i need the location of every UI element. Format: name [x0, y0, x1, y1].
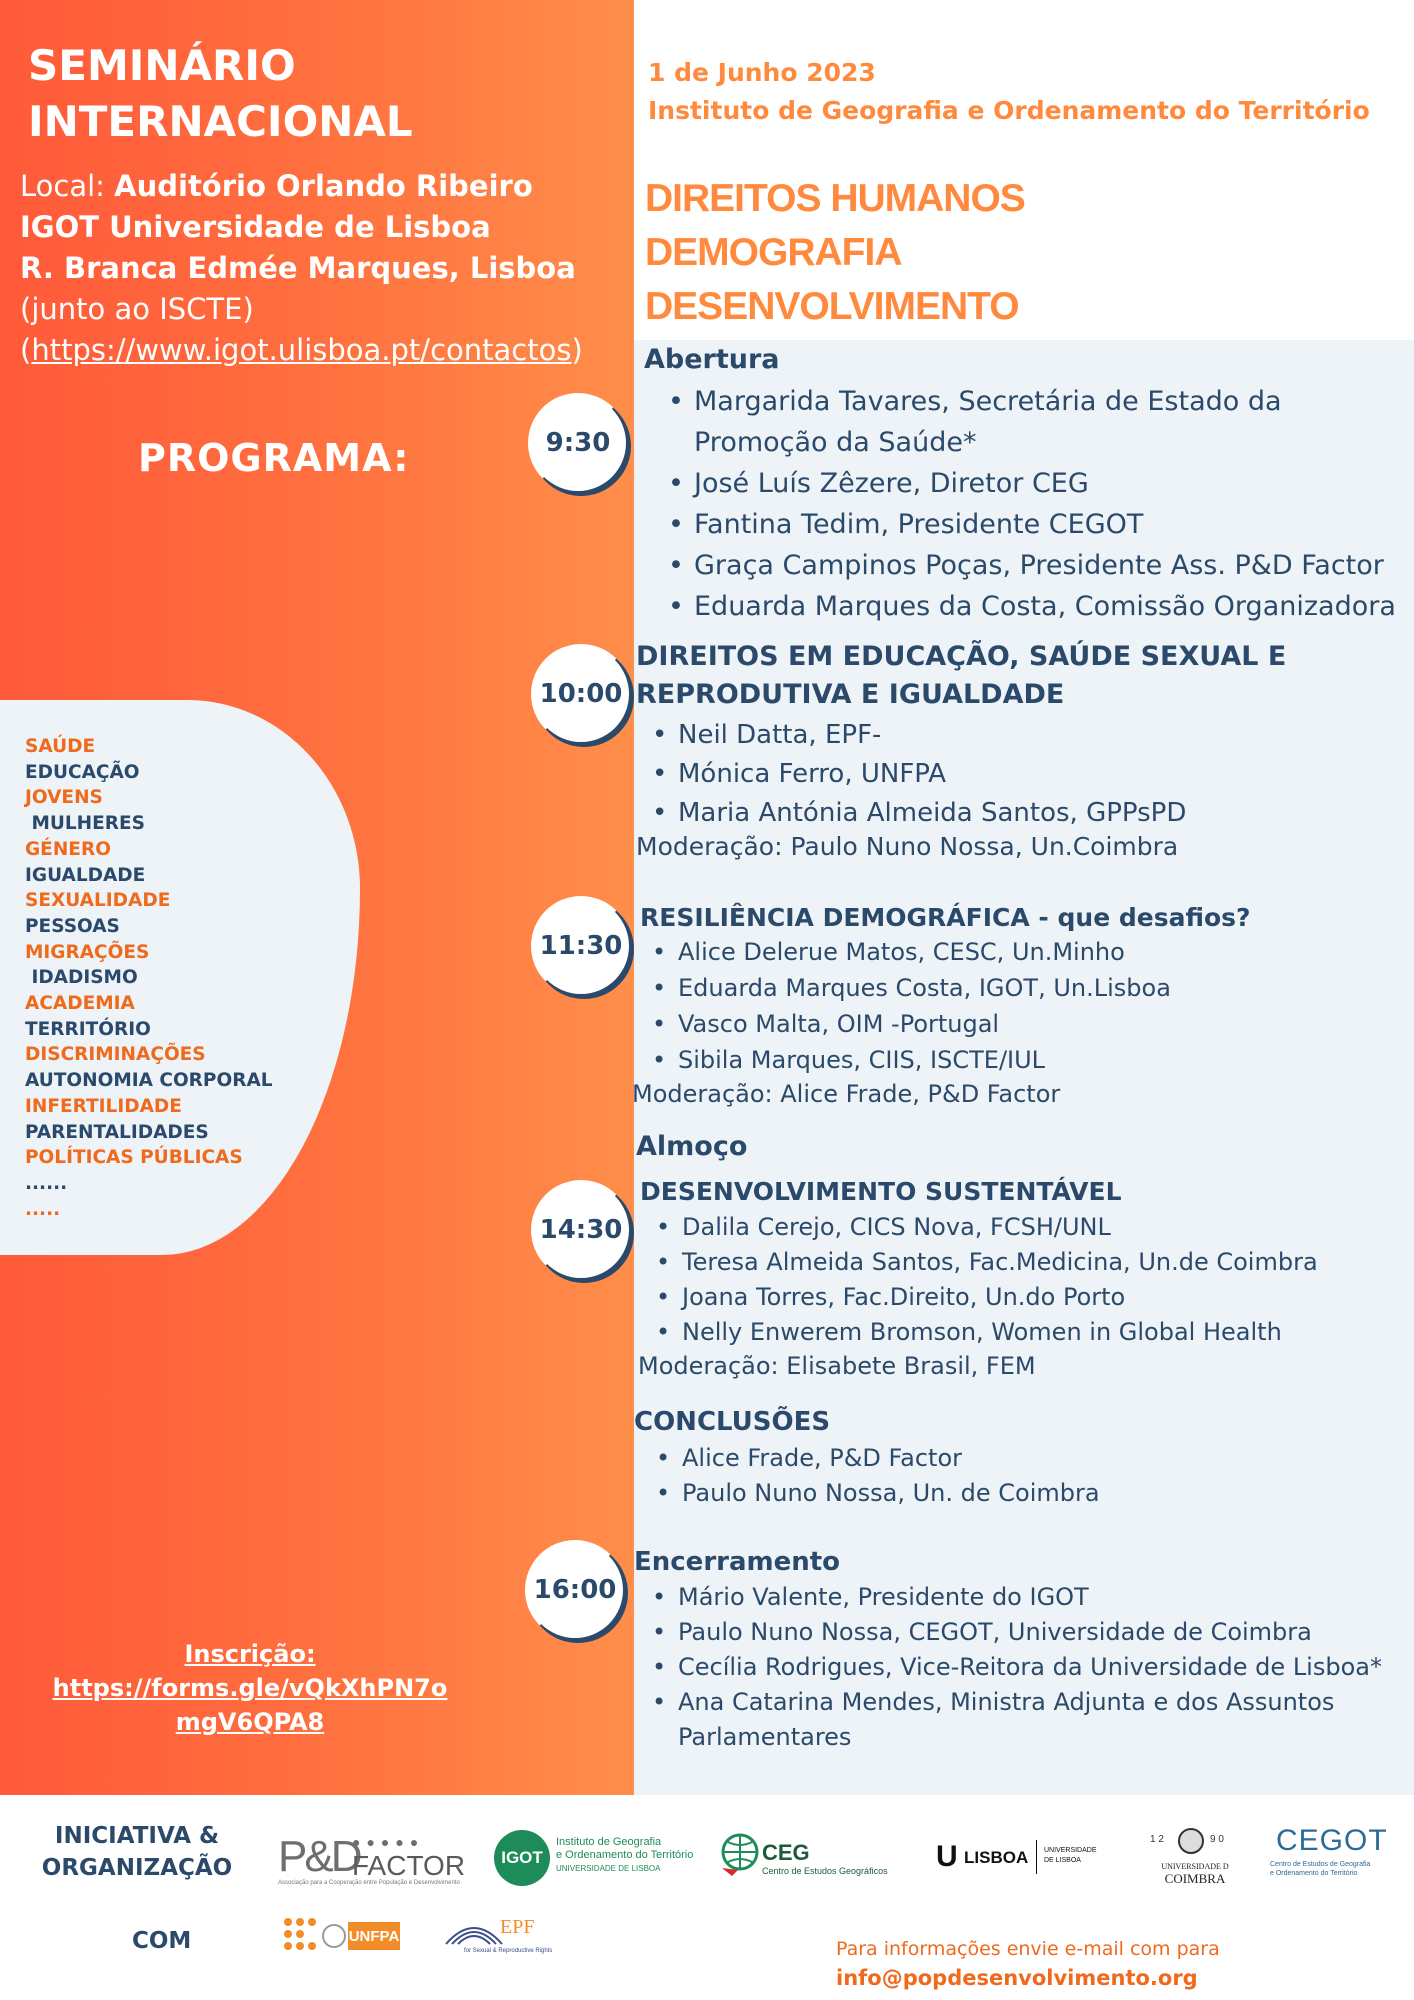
epf-logo-subtitle: for Sexual & Reproductive Rights — [464, 1948, 553, 1954]
ucoimbra-year2: 9 0 — [1210, 1834, 1224, 1845]
speaker-item: • Ana Catarina Mendes, Ministra Adjunta e dos Assuntos Parlamentares — [648, 1685, 1388, 1755]
keyword-item: POLÍTICAS PÚBLICAS — [25, 1147, 243, 1169]
epf-logo — [444, 1912, 554, 1962]
speaker-item: • Neil Datta, EPF- — [648, 716, 1388, 755]
keyword-item: IGUALDADE — [25, 864, 146, 886]
venue-note: (junto ao ISCTE) — [20, 292, 254, 326]
time-circle-1430: 14:30 — [531, 1180, 631, 1280]
cegot-sub2: e Ordenamento do Território — [1270, 1870, 1358, 1877]
keyword-item: PARENTALIDADES — [25, 1121, 209, 1143]
globe-icon — [720, 1832, 760, 1876]
ulisboa-sub — [1044, 1846, 1097, 1866]
epf-logo-text: EPF — [500, 1916, 535, 1938]
footer-org-line2: ORGANIZAÇÃO — [41, 1855, 233, 1881]
conclusions-list — [652, 1441, 1392, 1511]
closing-list — [648, 1580, 1388, 1755]
seminar-title — [28, 38, 588, 150]
session-opening-list — [664, 381, 1404, 627]
pd-logo-subtitle: Associação para a Cooperação entre População e Desenvolvimento — [278, 1880, 460, 1886]
cegot-sub1: Centro de Estudos de Geografia — [1270, 1861, 1371, 1868]
venue-street: R. Branca Edmée Marques, Lisboa — [20, 251, 576, 285]
session-rights-title — [636, 638, 1286, 714]
igot-logo-badge: IGOT — [494, 1830, 550, 1886]
speaker-item: • Margarida Tavares, Secretária de Estado da Promoção da Saúde* — [664, 381, 1404, 463]
keyword-item: PESSOAS — [25, 915, 120, 937]
registration-link-line2[interactable]: mgV6QPA8 — [175, 1708, 325, 1736]
speaker-item: • José Luís Zêzere, Diretor CEG — [664, 463, 1404, 504]
session-rights-title-line2: REPRODUTIVA E IGUALDADE — [636, 679, 1065, 710]
speaker-item: • Cecília Rodrigues, Vice-Reitora da Universidade de Lisboa* — [648, 1650, 1388, 1685]
venue-block — [20, 166, 620, 371]
registration-block — [20, 1637, 480, 1739]
ucoimbra-seal-icon — [1178, 1828, 1204, 1854]
time-circle-1600: 16:00 — [525, 1540, 625, 1640]
conclusions-title: CONCLUSÕES — [634, 1407, 831, 1437]
session-rights-moderation: Moderação: Paulo Nuno Nossa, Un.Coimbra — [636, 832, 1179, 861]
speaker-item: • Graça Campinos Poças, Presidente Ass. P&D Factor — [664, 545, 1404, 586]
speaker-item: • Paulo Nuno Nossa, CEGOT, Universidade de Coimbra — [648, 1615, 1388, 1650]
theme-line-1: DIREITOS HUMANOS — [645, 177, 1025, 220]
title-line-1: SEMINÁRIO — [28, 41, 296, 90]
footer-com-label: COM — [132, 1928, 192, 1954]
ulisboa-mark: U — [936, 1840, 958, 1873]
url-paren-close: ) — [571, 333, 583, 367]
event-info — [648, 54, 1408, 130]
ucoimbra-text — [1150, 1862, 1240, 1887]
session-resilience-title: RESILIÊNCIA DEMOGRÁFICA - que desafios? — [640, 903, 1251, 932]
cegot-logo-text: CEGOT — [1276, 1824, 1388, 1857]
ulisboa-divider — [1036, 1840, 1037, 1874]
contact-email[interactable]: info@popdesenvolvimento.org — [836, 1966, 1198, 1990]
title-line-2: INTERNACIONAL — [28, 97, 413, 146]
igot-logo-line3: UNIVERSIDADE DE LISBOA — [556, 1864, 661, 1873]
time-circle-930: 9:30 — [528, 393, 628, 493]
session-sustainable-list — [652, 1210, 1392, 1350]
venue-institution: IGOT Universidade de Lisboa — [20, 210, 491, 244]
speaker-item: • Paulo Nuno Nossa, Un. de Coimbra — [652, 1476, 1392, 1511]
closing-title: Encerramento — [634, 1547, 841, 1577]
speaker-item: • Maria Antónia Almeida Santos, GPPsPD — [648, 794, 1388, 833]
event-institute: Instituto de Geografia e Ordenamento do Território — [648, 96, 1370, 125]
registration-link-line1[interactable]: https://forms.gle/vQkXhPN7o — [52, 1674, 448, 1702]
ulisboa-text: LISBOA — [964, 1848, 1029, 1867]
keyword-item: IDADISMO — [25, 967, 138, 989]
igot-logo — [494, 1828, 704, 1888]
pd-logo-mark: P&D — [278, 1832, 360, 1881]
theme-line-2: DEMOGRAFIA — [645, 231, 902, 274]
ceg-logo-text: CEG — [762, 1840, 810, 1865]
ucoimbra-year1: 1 2 — [1150, 1834, 1164, 1845]
time-circle-1130: 11:30 — [531, 896, 631, 996]
keyword-item: TERRITÓRIO — [25, 1018, 151, 1040]
ucoimbra-line2: COIMBRA — [1164, 1871, 1226, 1886]
ulisboa-sub2: DE LISBOA — [1044, 1857, 1081, 1864]
session-opening-title: Abertura — [644, 344, 780, 375]
speaker-item: • Eduarda Marques da Costa, Comissão Organizadora — [664, 586, 1404, 627]
keyword-list — [25, 734, 345, 1222]
theme-line-3: DESENVOLVIMENTO — [645, 285, 1019, 328]
speaker-item: • Dalila Cerejo, CICS Nova, FCSH/UNL — [652, 1210, 1392, 1245]
unfpa-logo-text: UNFPA — [348, 1922, 400, 1950]
ulisboa-logo — [936, 1840, 1096, 1880]
keyword-item: ACADEMIA — [25, 993, 135, 1015]
keyword-item: AUTONOMIA CORPORAL — [25, 1070, 273, 1092]
session-sustainable-moderation: Moderação: Elisabete Brasil, FEM — [638, 1352, 1036, 1380]
speaker-item: • Mónica Ferro, UNFPA — [648, 755, 1388, 794]
venue-label: Local: — [20, 169, 105, 203]
pd-logo-factor: FACTOR — [352, 1850, 466, 1881]
keyword-item: INFERTILIDADE — [25, 1095, 182, 1117]
unfpa-logo — [282, 1914, 402, 1964]
speaker-item: • Fantina Tedim, Presidente CEGOT — [664, 504, 1404, 545]
footer-org-line1: INICIATIVA & — [54, 1823, 220, 1849]
contact-text: Para informações envie e-mail com para — [836, 1938, 1220, 1960]
igot-logo-line2: e Ordenamento do Território — [556, 1849, 694, 1861]
session-resilience-list — [648, 934, 1388, 1078]
venue-contact-link[interactable]: https://www.igot.ulisboa.pt/contactos — [31, 333, 572, 367]
speaker-item: • Vasco Malta, OIM -Portugal — [648, 1006, 1388, 1042]
speaker-item: • Teresa Almeida Santos, Fac.Medicina, Un.de Coimbra — [652, 1245, 1392, 1280]
session-sustainable-title: DESENVOLVIMENTO SUSTENTÁVEL — [640, 1177, 1122, 1206]
speaker-item: • Joana Torres, Fac.Direito, Un.do Porto — [652, 1280, 1392, 1315]
ucoimbra-line1: UNIVERSIDADE D — [1161, 1862, 1229, 1871]
registration-label: Inscrição: — [184, 1640, 316, 1668]
time-circle-1000: 10:00 — [531, 644, 631, 744]
ucoimbra-logo — [1150, 1828, 1240, 1890]
keyword-item: ...... — [25, 1172, 68, 1194]
lunch-label: Almoço — [636, 1131, 748, 1162]
ceg-logo-subtitle: Centro de Estudos Geográficos — [762, 1866, 888, 1876]
footer-organization-label — [32, 1820, 242, 1884]
speaker-item: • Alice Frade, P&D Factor — [652, 1441, 1392, 1476]
keyword-item: ..... — [25, 1198, 61, 1220]
keyword-item: GÉNERO — [25, 838, 111, 860]
event-date: 1 de Junho 2023 — [648, 58, 876, 87]
unfpa-dots-icon — [282, 1916, 326, 1960]
keyword-item: DISCRIMINAÇÕES — [25, 1044, 206, 1066]
contact-block — [836, 1935, 1396, 1993]
speaker-item: • Mário Valente, Presidente do IGOT — [648, 1580, 1388, 1615]
ceg-logo — [720, 1832, 900, 1888]
igot-logo-text — [556, 1836, 693, 1875]
un-emblem-icon — [322, 1924, 346, 1948]
url-paren-open: ( — [20, 333, 32, 367]
cegot-logo — [1270, 1824, 1390, 1882]
igot-logo-line1: Instituto de Geografia — [556, 1836, 662, 1848]
session-rights-title-line1: DIREITOS EM EDUCAÇÃO, SAÚDE SEXUAL E — [636, 641, 1287, 672]
programa-heading: PROGRAMA: — [138, 436, 410, 480]
session-rights-list — [648, 716, 1388, 833]
speaker-item: • Nelly Enwerem Bromson, Women in Global Health — [652, 1315, 1392, 1350]
keyword-item: MULHERES — [25, 813, 145, 835]
theme-heading — [645, 172, 1405, 334]
cegot-logo-sub — [1270, 1860, 1370, 1878]
pd-logo-dots: ●●●●● — [352, 1834, 425, 1850]
ulisboa-sub1: UNIVERSIDADE — [1044, 1847, 1097, 1854]
pd-factor-logo — [278, 1832, 468, 1888]
session-resilience-moderation: Moderação: Alice Frade, P&D Factor — [632, 1080, 1061, 1108]
speaker-item: • Alice Delerue Matos, CESC, Un.Minho — [648, 934, 1388, 970]
keyword-item: SAÚDE — [25, 736, 96, 757]
venue-place: Auditório Orlando Ribeiro — [114, 169, 533, 203]
speaker-item: • Eduarda Marques Costa, IGOT, Un.Lisboa — [648, 970, 1388, 1006]
epf-arc-icon — [444, 1918, 504, 1948]
keyword-item: JOVENS — [25, 787, 103, 809]
keyword-item: EDUCAÇÃO — [25, 761, 140, 783]
keyword-item: MIGRAÇÕES — [25, 941, 150, 963]
speaker-item: • Sibila Marques, CIIS, ISCTE/IUL — [648, 1042, 1388, 1078]
keyword-item: SEXUALIDADE — [25, 890, 171, 912]
